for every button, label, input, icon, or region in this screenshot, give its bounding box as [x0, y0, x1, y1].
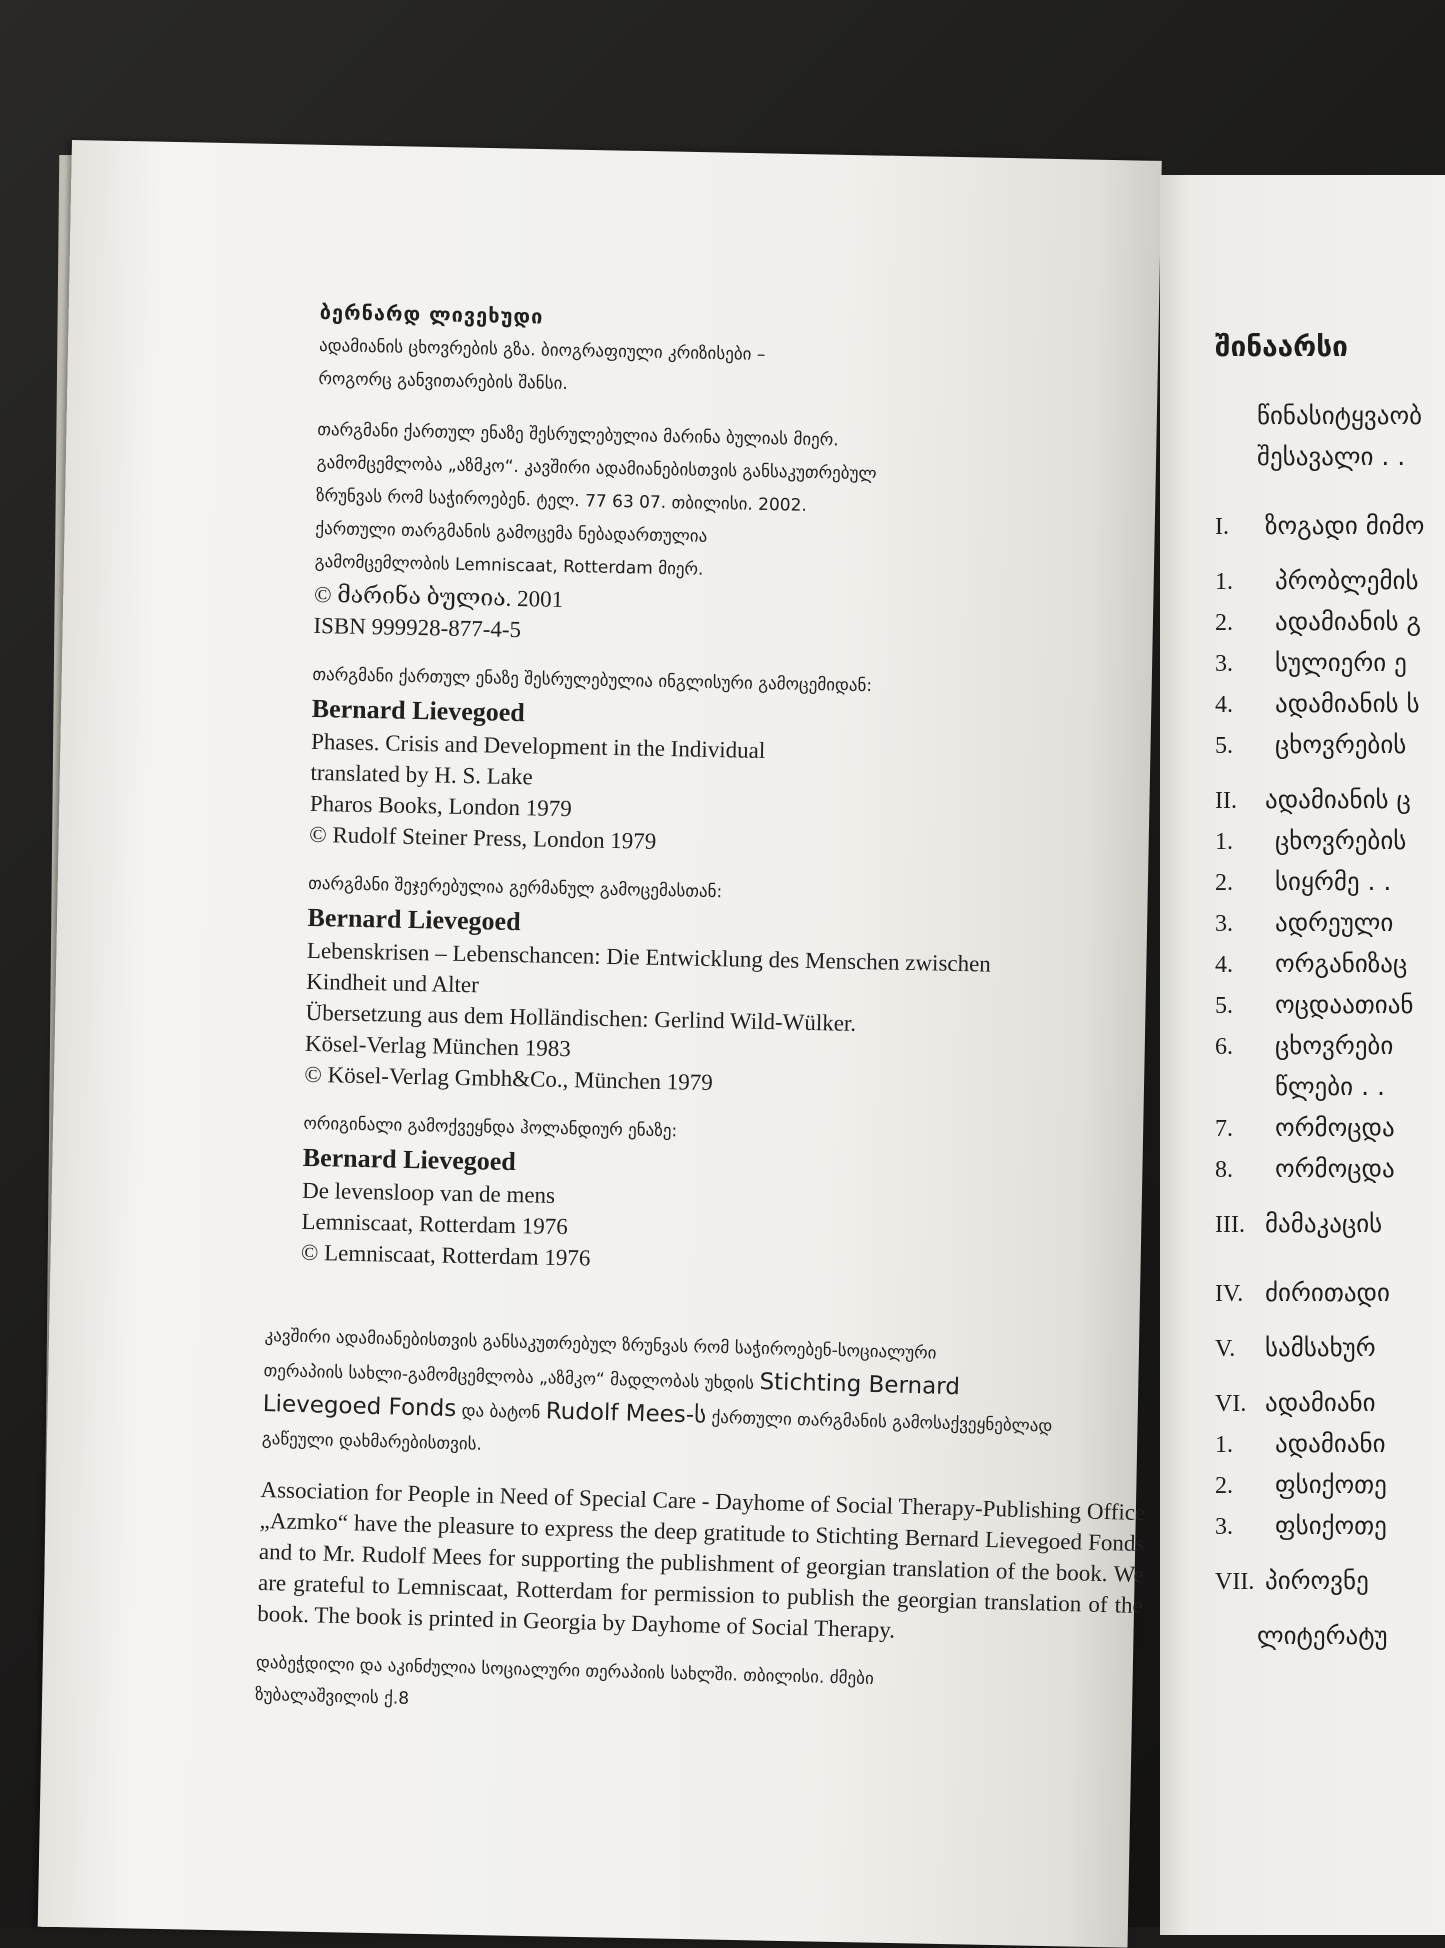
- author-georgian: ბერნარდ ლივეხუდი: [319, 300, 544, 329]
- copyright-georgian: © მარინა ბულია. 2001: [313, 581, 564, 612]
- acknowledgements-block: [255, 1320, 1150, 1734]
- translation-note-line: ქართული თარგმანის გამოცემა ნებადართულია: [315, 518, 708, 547]
- toc-entry: წინასიტყვაობ: [1257, 401, 1423, 430]
- toc-entry: 1. ადამიანი: [1215, 1429, 1386, 1458]
- toc-entry: წლები . .: [1275, 1072, 1385, 1101]
- toc-entry: შესავალი . .: [1257, 442, 1406, 471]
- toc-title: შინაარსი: [1215, 330, 1348, 363]
- title-georgian-line: ადამიანის ცხოვრების გზა. ბიოგრაფიული კრიზისები –: [318, 335, 766, 365]
- toc-entry: II. ადამიანის ც: [1215, 785, 1411, 814]
- table-of-contents: [1215, 330, 1445, 1662]
- toc-entry: 3. ადრეული: [1215, 908, 1394, 937]
- imprint-block: [301, 300, 1140, 1284]
- printed-note-line: ზუბალაშვილის ქ.8: [254, 1684, 410, 1709]
- toc-entry: 2. სიყრმე . .: [1215, 867, 1392, 896]
- german-publisher: Kösel-Verlag München 1983: [304, 1030, 571, 1062]
- toc-entry: ლიტერატუ: [1257, 1621, 1388, 1650]
- toc-entry: VI. ადამიანი: [1215, 1388, 1376, 1417]
- toc-entry: 2. ადამიანის გ: [1215, 607, 1422, 636]
- dutch-copyright: © Lemniscaat, Rotterdam 1976: [300, 1239, 591, 1271]
- english-translator: translated by H. S. Lake: [310, 759, 534, 790]
- thanks-georgian-line: Lievegoed Fonds და ბატონ Rudolf Mees-ს ქართული თარგმანის გამოსაქვეყნებლად: [262, 1390, 1053, 1437]
- translation-note-line: ზრუნვას რომ საჭიროებენ. ტელ. 77 63 07. თბილისი. 2002.: [315, 485, 808, 516]
- thanks-english-paragraph: Association for People in Need of Special Care - Dayhome of Social Therapy-Publishing Office „Azmko“ have the pleasure to express the deep gratitude to Stichting Bernard Lievegoed Fonds and to Mr. Rudolf Mees for supporting the publishment of georgian translation of the book. We are grateful to Lemniscaat, Rotterdam for permission to publish the georgian translation of the book. The book is printed in Georgia by Dayhome of Social Therapy.: [256, 1476, 1146, 1643]
- toc-entry: 3. ფსიქოთე: [1215, 1511, 1387, 1540]
- toc-entry: 1. პრობლემის: [1215, 566, 1419, 595]
- german-translator: Übersetzung aus dem Holländischen: Gerlind Wild-Wülker.: [305, 999, 857, 1036]
- english-source-label: თარგმანი ქართულ ენაზე შესრულებულია ინგლისური გამოცემიდან:: [312, 664, 873, 697]
- toc-entry: I. ზოგადი მიმო: [1215, 511, 1425, 540]
- toc-entry: V. სამსახურ: [1215, 1333, 1376, 1362]
- translation-note-line: გამომცემლობა „აზმკო“. კავშირი ადამიანებისთვის განსაკუთრებულ: [316, 452, 877, 485]
- toc-entry: 4. ადამიანის ს: [1215, 689, 1420, 718]
- toc-entry: 6. ცხოვრები: [1215, 1031, 1394, 1060]
- toc-entry: 3. სულიერი ე: [1215, 648, 1407, 677]
- thanks-georgian-line: გაწეული დახმარებისთვის.: [261, 1428, 483, 1455]
- english-author: Bernard Lievegoed: [311, 693, 526, 728]
- toc-entry: 7. ორმოცდა: [1215, 1113, 1395, 1142]
- thanks-georgian-line: კავშირი ადამიანებისთვის განსაკუთრებულ ზრუნვას რომ საჭიროებენ-სოციალური: [264, 1325, 937, 1364]
- german-author: Bernard Lievegoed: [307, 902, 521, 937]
- german-title-line: Kindheit und Alter: [306, 968, 480, 998]
- german-title-line: Lebenskrisen – Lebenschancen: Die Entwicklung des Menschen zwischen: [306, 937, 992, 977]
- english-publisher: Pharos Books, London 1979: [309, 790, 573, 822]
- translation-note-line: გამომცემლობის Lemniscaat, Rotterdam მიერ.: [314, 551, 704, 580]
- isbn: ISBN 999928-877-4-5: [313, 612, 522, 643]
- toc-entry: 5. ოცდაათიან: [1215, 990, 1414, 1019]
- dutch-source-label: ორიგინალი გამოქვეყნდა ჰოლანდიურ ენაზე:: [303, 1113, 678, 1142]
- toc-entry: 8. ორმოცდა: [1215, 1154, 1395, 1183]
- toc-entry: 5. ცხოვრების: [1215, 730, 1407, 759]
- german-copyright: © Kösel-Verlag Gmbh&Co., München 1979: [304, 1061, 714, 1096]
- toc-entry: 4. ორგანიზაც: [1215, 949, 1408, 978]
- german-source-label: თარგმანი შეჯერებულია გერმანულ გამოცემასთან:: [308, 873, 723, 903]
- thanks-georgian-line: თერაპიის სახლი-გამომცემლობა „აზმკო“ მადლობას უხდის Stichting Bernard: [263, 1360, 961, 1401]
- dutch-author: Bernard Lievegoed: [302, 1142, 517, 1177]
- title-georgian-line: როგორც განვითარების შანსი.: [318, 368, 568, 394]
- english-title: Phases. Crisis and Development in the Individual: [310, 728, 766, 764]
- toc-entry: VII. პიროვნე: [1215, 1566, 1369, 1595]
- toc-entry: IV. ძირითადი: [1215, 1278, 1390, 1307]
- toc-entry: 1. ცხოვრების: [1215, 826, 1407, 855]
- english-copyright: © Rudolf Steiner Press, London 1979: [309, 821, 657, 854]
- translation-note-line: თარგმანი ქართულ ენაზე შესრულებულია მარინა ბულიას მიერ.: [317, 419, 839, 451]
- printed-note-line: დაბეჭდილი და აკინძულია სოციალური თერაპიის სახლში. თბილისი. ძმები: [255, 1652, 875, 1690]
- dutch-publisher: Lemniscaat, Rotterdam 1976: [301, 1208, 569, 1240]
- dutch-title: De levensloop van de mens: [301, 1177, 556, 1208]
- toc-entry: 2. ფსიქოთე: [1215, 1470, 1387, 1499]
- toc-entry: III. მამაკაცის: [1215, 1209, 1383, 1238]
